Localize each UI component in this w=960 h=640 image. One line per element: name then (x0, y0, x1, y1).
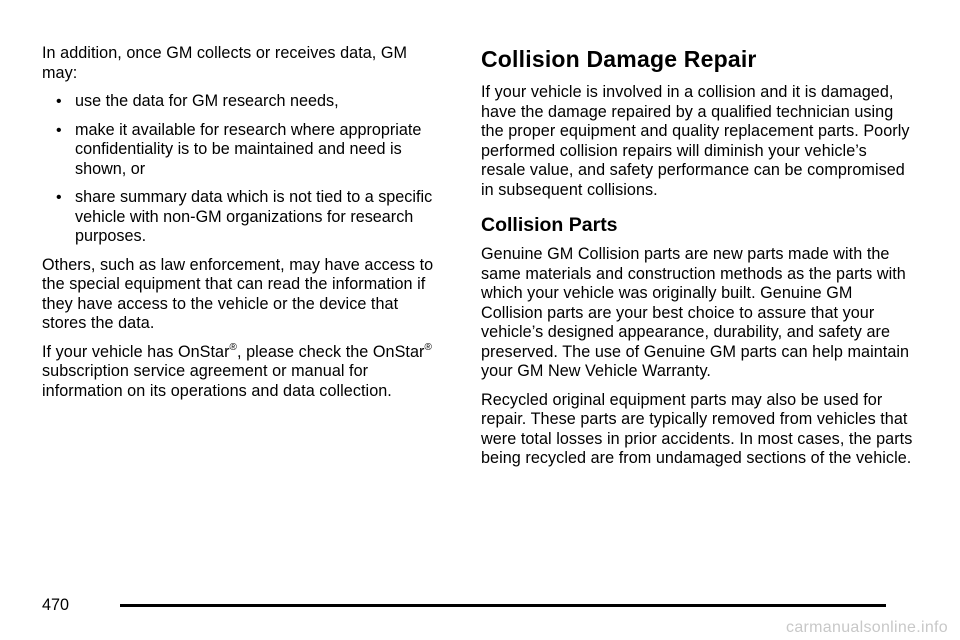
right-column (481, 0, 913, 478)
left-column (42, 0, 442, 410)
list-item: • make it available for research where appropriate confidentiality is to be maintained and need is shown, or (56, 120, 422, 178)
collision-repair-paragraph: If your vehicle is involved in a collision and it is damaged, have the damage repaired by a qualified technician using the proper equipment and quality replacement parts. Poorly performed collision repairs will diminish your vehicle’s resale value, and safety performance can be compromised in subsequent collisions. (481, 83, 910, 199)
section-heading: Collision Damage Repair (481, 46, 757, 72)
bullet-icon: • (56, 93, 62, 110)
page-number: 470 (42, 596, 70, 614)
registered-mark: ® (424, 341, 432, 353)
watermark: carmanualsonline.info (786, 619, 948, 636)
others-paragraph: Others, such as law enforcement, may have access to the special equipment that can read the information if they have access to the vehicle or the device that stores the data. (42, 255, 434, 332)
onstar-paragraph: If your vehicle has OnStar®, please check the OnStar® subscription service agreement or manual for information on its operations and data collection. (42, 341, 432, 400)
list-item: • use the data for GM research needs, (56, 92, 339, 110)
data-use-list (42, 92, 442, 247)
subsection-heading: Collision Parts (481, 214, 618, 236)
recycled-parts-paragraph: Recycled original equipment parts may also be used for repair. These parts are typically removed from vehicles that were total losses in prior accidents. In most cases, the parts being recycled are from undamaged sections of the vehicle. (481, 390, 913, 467)
intro-paragraph: In addition, once GM collects or receives data, GM may: (42, 44, 408, 82)
bullet-icon: • (56, 121, 62, 139)
list-item: • share summary data which is not tied to a specific vehicle with non-GM organizations for research purposes. (56, 188, 433, 245)
genuine-parts-paragraph: Genuine GM Collision parts are new parts made with the same materials and construction methods as the parts with which your vehicle was originally built. Genuine GM Collision parts are your best choice to assure that your vehicle’s designed appearance, durability, and safety are preserved. The use of Genuine GM parts can help maintain your GM New Vehicle Warranty. (481, 245, 910, 380)
registered-mark: ® (229, 341, 237, 353)
bullet-icon: • (56, 189, 62, 206)
footer-rule (120, 604, 886, 607)
